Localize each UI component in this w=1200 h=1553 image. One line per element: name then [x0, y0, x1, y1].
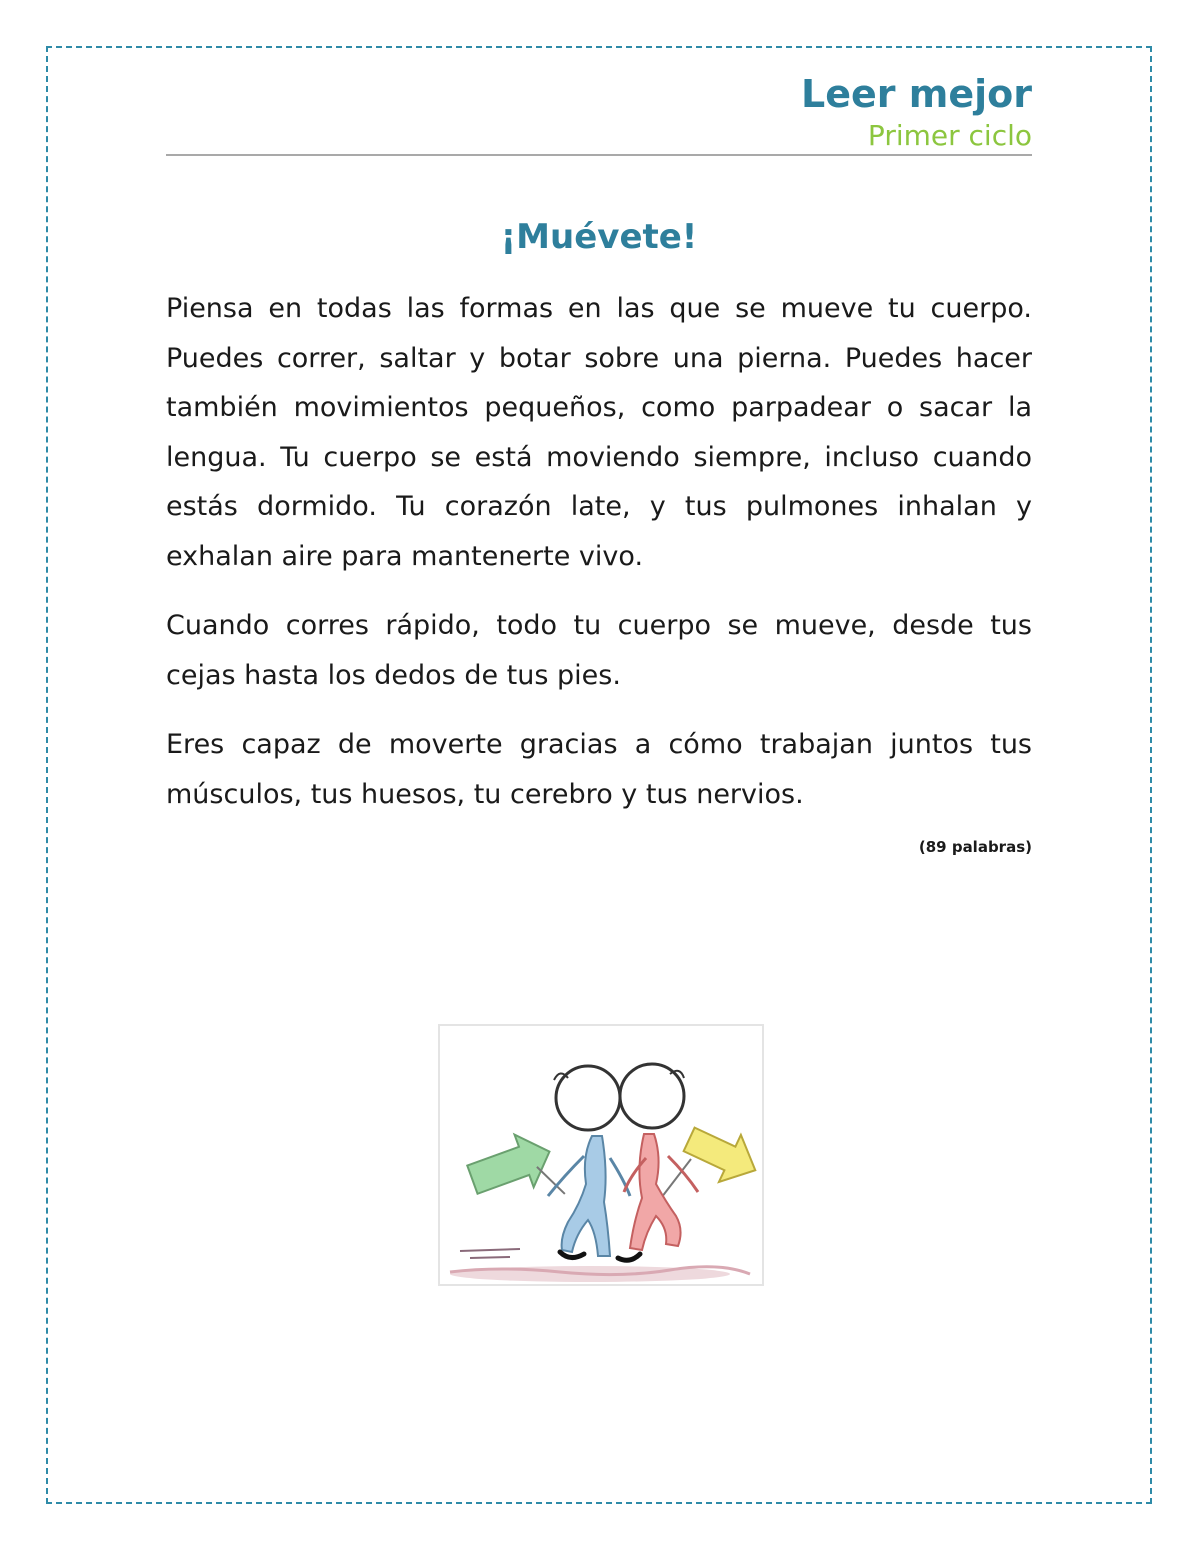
- walking-figures-icon: [440, 1026, 762, 1284]
- document-header: [166, 66, 1032, 156]
- story-body: [166, 284, 1032, 839]
- story-paragraph: Eres capaz de moverte gracias a cómo trabajan juntos tus músculos, tus huesos, tu cerebro y tus nervios.: [166, 729, 1032, 810]
- brand-title: Leer mejor: [801, 72, 1032, 116]
- walking-figures-illustration: [438, 1024, 764, 1286]
- brand-subtitle: Primer ciclo: [867, 119, 1032, 152]
- story-title: ¡Muévete!: [500, 217, 698, 257]
- word-count: (89 palabras): [918, 838, 1032, 856]
- story-paragraph: Cuando corres rápido, todo tu cuerpo se mueve, desde tus cejas hasta los dedos de tus pies.: [166, 610, 1032, 691]
- story-paragraph: Piensa en todas las formas en las que se mueve tu cuerpo. Puedes correr, saltar y botar sobre una pierna. Puedes hacer también movimientos pequeños, como parpadear o sacar la lengua. Tu cuerpo se está moviendo siempre, incluso cuando estás dormido. Tu corazón late, y tus pulmones inhalan y exhalan aire para mantenerte vivo.: [166, 293, 1032, 572]
